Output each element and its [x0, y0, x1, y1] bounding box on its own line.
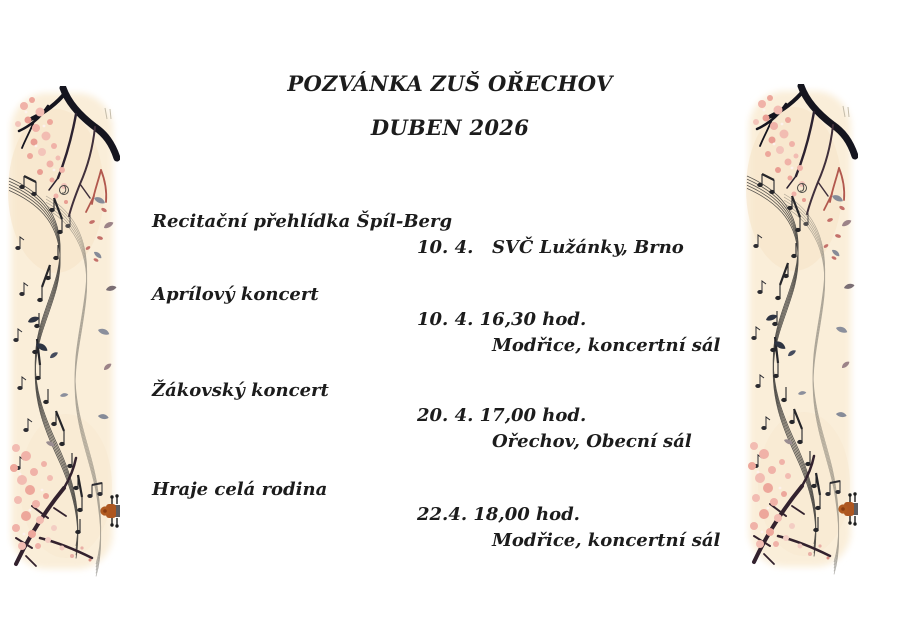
event-1-title: Recitační přehlídka Špíl-Berg	[152, 211, 453, 232]
event-3-date: 20. 4. 17,00 hod.	[417, 405, 587, 426]
left-border-cherry-blossom-music-art	[6, 86, 120, 580]
page-title: POZVÁNKA ZUŠ OŘECHOV	[287, 71, 613, 96]
event-3-title: Žákovský koncert	[152, 380, 329, 401]
event-1-venue: SVČ Lužánky, Brno	[492, 237, 684, 258]
event-2-title: Aprílový koncert	[152, 284, 319, 305]
event-2-date: 10. 4. 16,30 hod.	[417, 309, 587, 330]
event-4-title: Hraje celá rodina	[152, 479, 328, 500]
right-border-cherry-blossom-music-art	[744, 84, 858, 578]
event-4-venue: Modřice, koncertní sál	[492, 530, 721, 551]
page-subtitle: DUBEN 2026	[370, 115, 530, 140]
event-2-venue: Modřice, koncertní sál	[492, 335, 721, 356]
event-3-venue: Ořechov, Obecní sál	[492, 431, 692, 452]
event-1-date: 10. 4.	[417, 237, 474, 258]
event-4-date: 22.4. 18,00 hod.	[417, 504, 580, 525]
